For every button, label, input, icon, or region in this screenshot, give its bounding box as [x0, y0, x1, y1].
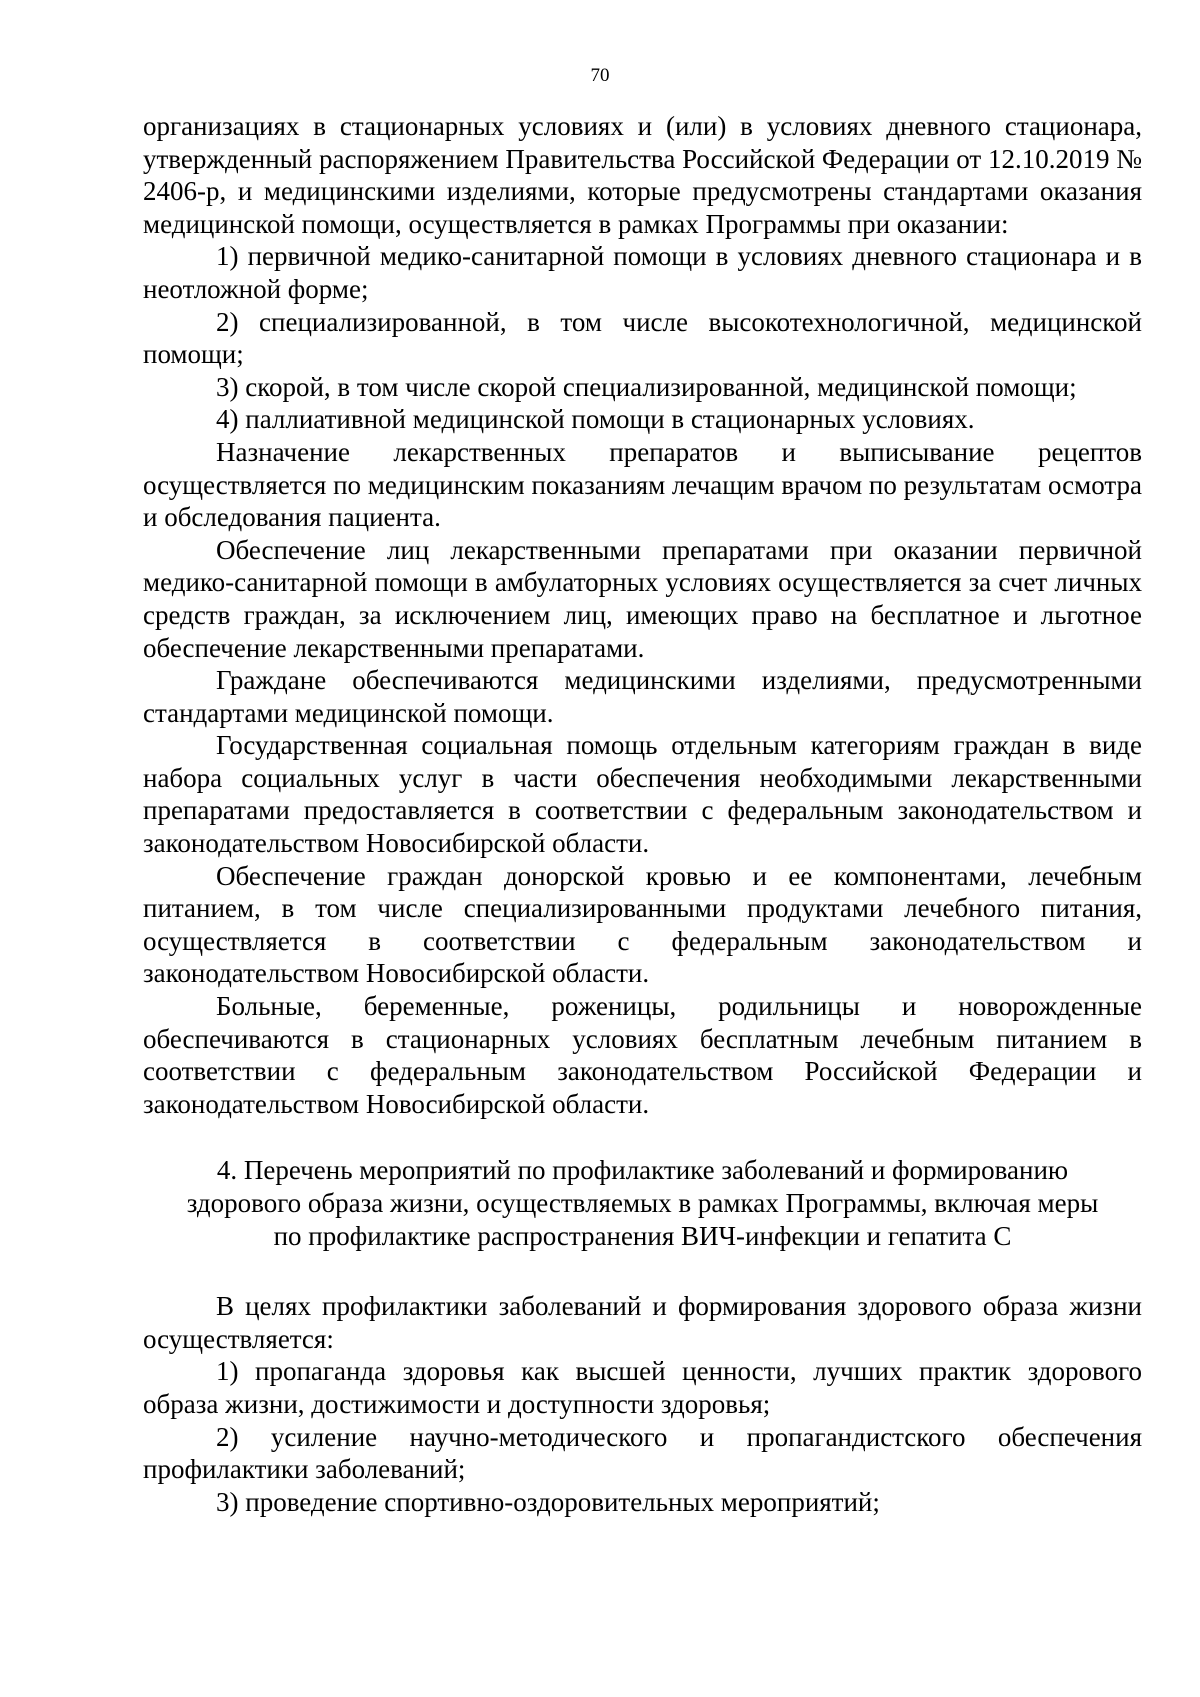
section-heading-line: 4. Перечень мероприятий по профилактике заболеваний и формированию [216, 1155, 1069, 1186]
page-number: 70 [590, 65, 610, 86]
list-item: 3) проведение спортивно-оздоровительных мероприятий; [216, 1486, 880, 1517]
list-item: 4) паллиативной медицинской помощи в стационарных условиях. [216, 404, 975, 435]
section-heading-line: по профилактике распространения ВИЧ-инфекции и гепатита С [273, 1220, 1012, 1251]
paragraph: В целях профилактики заболеваний и формирования здорового образа жизни осуществляется: [143, 1291, 1142, 1354]
paragraph: Назначение лекарственных препаратов и выписывание рецептов осуществляется по медицинским показаниям лечащим врачом по результатам осмотра и обследования пациента. [143, 436, 1142, 533]
paragraph: Обеспечение лиц лекарственными препаратами при оказании первичной медико-санитарной помощи в амбулаторных условиях осуществляется за счет личных средств граждан, за исключением лиц, имеющих право на бесплатное и льготное обеспечение лекарственными препаратами. [143, 534, 1142, 663]
list-item: 2) усиление научно-методического и пропагандистского обеспечения профилактики заболеваний; [143, 1421, 1142, 1485]
section-heading [143, 1154, 1142, 1252]
section-heading-line: здорового образа жизни, осуществляемых в рамках Программы, включая меры [186, 1188, 1099, 1218]
list-item: 1) пропаганда здоровья как высшей ценности, лучших практик здорового образа жизни, достижимости и доступности здоровья; [143, 1356, 1142, 1419]
list-item: 2) специализированной, в том числе высокотехнологичной, медицинской помощи; [143, 306, 1142, 370]
paragraph: Государственная социальная помощь отдельным категориям граждан в виде набора социальных услуг в части обеспечения необходимыми лекарственными препаратами предоставляется в соответствии с федеральным законодательством и законодательством Новосибирской области. [143, 730, 1142, 859]
paragraph: Больные, беременные, роженицы, родильницы и новорожденные обеспечиваются в стационарных условиях бесплатным лечебным питанием в соответствии с федеральным законодательством Российской Федерации и законодательством Новосибирской области. [143, 991, 1142, 1119]
list-item: 3) скорой, в том числе скорой специализированной, медицинской помощи; [216, 371, 1077, 402]
paragraph: организациях в стационарных условиях и (или) в условиях дневного стационара, утвержденный распоряжением Правительства Российской Федерации от 12.10.2019 № 2406-р, и медицинскими изделиями, которые предусмотрены стандартами оказания медицинской помощи, осуществляется в рамках Программы при оказании: [143, 111, 1142, 239]
paragraph: Обеспечение граждан донорской кровью и ее компонентами, лечебным питанием, в том числе специализированными продуктами лечебного питания, осуществляется в соответствии с федеральным законодательством и законодательством Новосибирской области. [143, 860, 1142, 989]
list-item: 1) первичной медико-санитарной помощи в условиях дневного стационара и в неотложной форме; [143, 241, 1142, 304]
page-content [143, 110, 1142, 1518]
paragraph: Граждане обеспечиваются медицинскими изделиями, предусмотренными стандартами медицинской помощи. [143, 665, 1142, 728]
